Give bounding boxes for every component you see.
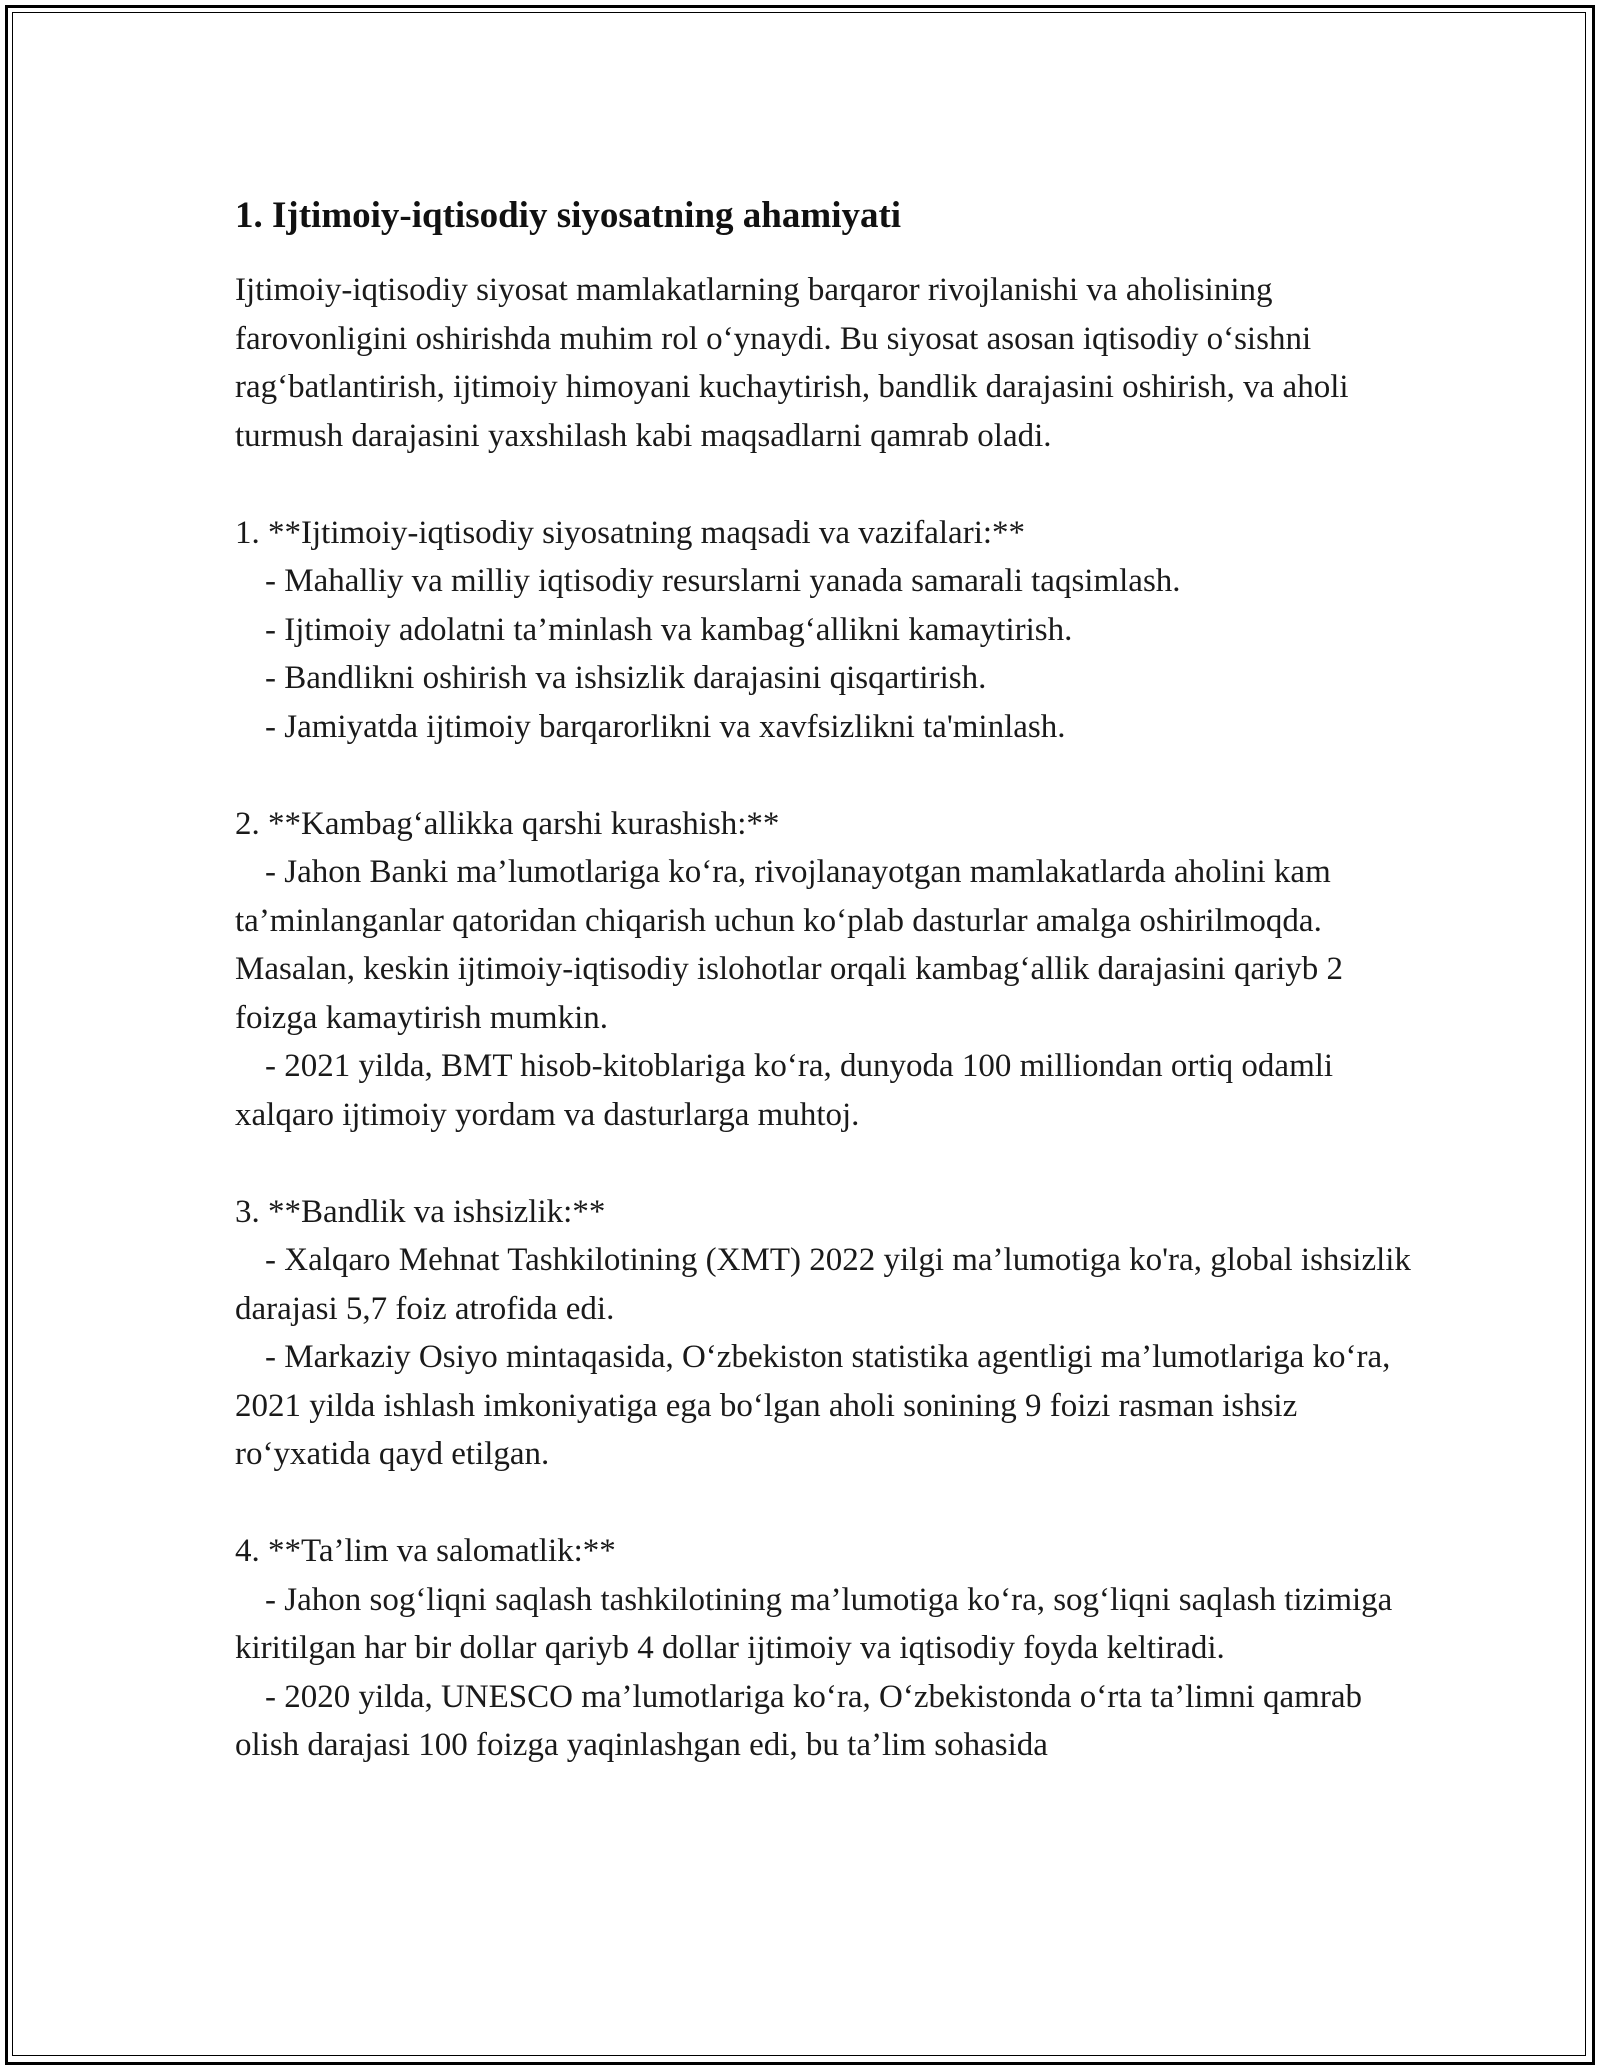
section-1 xyxy=(235,509,1415,752)
list-item: - Jahon Banki ma’lumotlariga koʻra, rivojlanayotgan mamlakatlarda aholini kam ta’minlanganlar qatoridan chiqarish uchun koʻplab dasturlar amalga oshirilmoqda. Masalan, keskin ijtimoiy-iqtisodiy islohotlar orqali kambagʻallik darajasini qariyb 2 foizga kamaytirish mumkin. xyxy=(235,854,1352,1036)
section-4 xyxy=(235,1527,1415,1770)
spacer xyxy=(235,460,1415,509)
list-item: - 2020 yilda, UNESCO ma’lumotlariga koʻra, Oʻzbekistonda oʻrta ta’limni qamrab olish darajasi 100 foizga yaqinlashgan edi, bu ta’lim sohasida xyxy=(235,1678,1371,1763)
list-item: - Jahon sogʻliqni saqlash tashkilotining ma’lumotiga koʻra, sogʻliqni saqlash tizimiga kiritilgan har bir dollar qariyb 4 dollar ijtimoiy va iqtisodiy foyda keltiradi. xyxy=(235,1581,1401,1666)
list-item: - Ijtimoiy adolatni ta’minlash va kambagʻallikni kamaytirish. xyxy=(265,611,1073,648)
document-body xyxy=(235,188,1420,1770)
section-3 xyxy=(235,1188,1420,1479)
list-item: - Jamiyatda ijtimoiy barqarorlikni va xavfsizlikni ta'minlash. xyxy=(265,708,1066,745)
list-item: - Xalqaro Mehnat Tashkilotining (XMT) 2022 yilgi ma’lumotiga ko'ra, global ishsizlik darajasi 5,7 foiz atrofida edi. xyxy=(235,1242,1420,1327)
list-item: - Mahalliy va milliy iqtisodiy resurslarni yanada samarali taqsimlash. xyxy=(265,563,1181,599)
section-heading: 1. **Ijtimoiy-iqtisodiy siyosatning maqsadi va vazifalari:** xyxy=(235,514,1026,551)
section-heading: 2. **Kambagʻallikka qarshi kurashish:** xyxy=(235,805,780,842)
list-item: - 2021 yilda, BMT hisob-kitoblariga koʻra, dunyoda 100 milliondan ortiq odamli xalqaro ijtimoiy yordam va dasturlarga muhtoj. xyxy=(235,1048,1342,1133)
section-heading: 3. **Bandlik va ishsizlik:** xyxy=(235,1193,606,1230)
document-title: 1. Ijtimoiy-iqtisodiy siyosatning ahamiyati xyxy=(235,195,902,236)
intro-paragraph: Ijtimoiy-iqtisodiy siyosat mamlakatlarning barqaror rivojlanishi va aholisining farovonligini oshirishda muhim rol oʻynaydi. Bu siyosat asosan iqtisodiy oʻsishni ragʻbatlantirish, ijtimoiy himoyani kuchaytirish, bandlik darajasini oshirish, va aholi turmush darajasini yaxshilash kabi maqsadlarni qamrab oladi. xyxy=(235,272,1349,454)
spacer xyxy=(235,1479,1415,1528)
spacer xyxy=(235,751,1415,800)
spacer xyxy=(235,1139,1415,1188)
section-2 xyxy=(235,800,1415,1140)
section-heading: 4. **Ta’lim va salomatlik:** xyxy=(235,1533,616,1569)
list-item: - Bandlikni oshirish va ishsizlik darajasini qisqartirish. xyxy=(265,660,987,696)
list-item: - Markaziy Osiyo mintaqasida, Oʻzbekiston statistika agentligi ma’lumotlariga koʻra, 2021 yilda ishlash imkoniyatiga ega boʻlgan aholi sonining 9 foizi rasman ishsiz roʻyxatida qayd etilgan. xyxy=(235,1339,1399,1472)
